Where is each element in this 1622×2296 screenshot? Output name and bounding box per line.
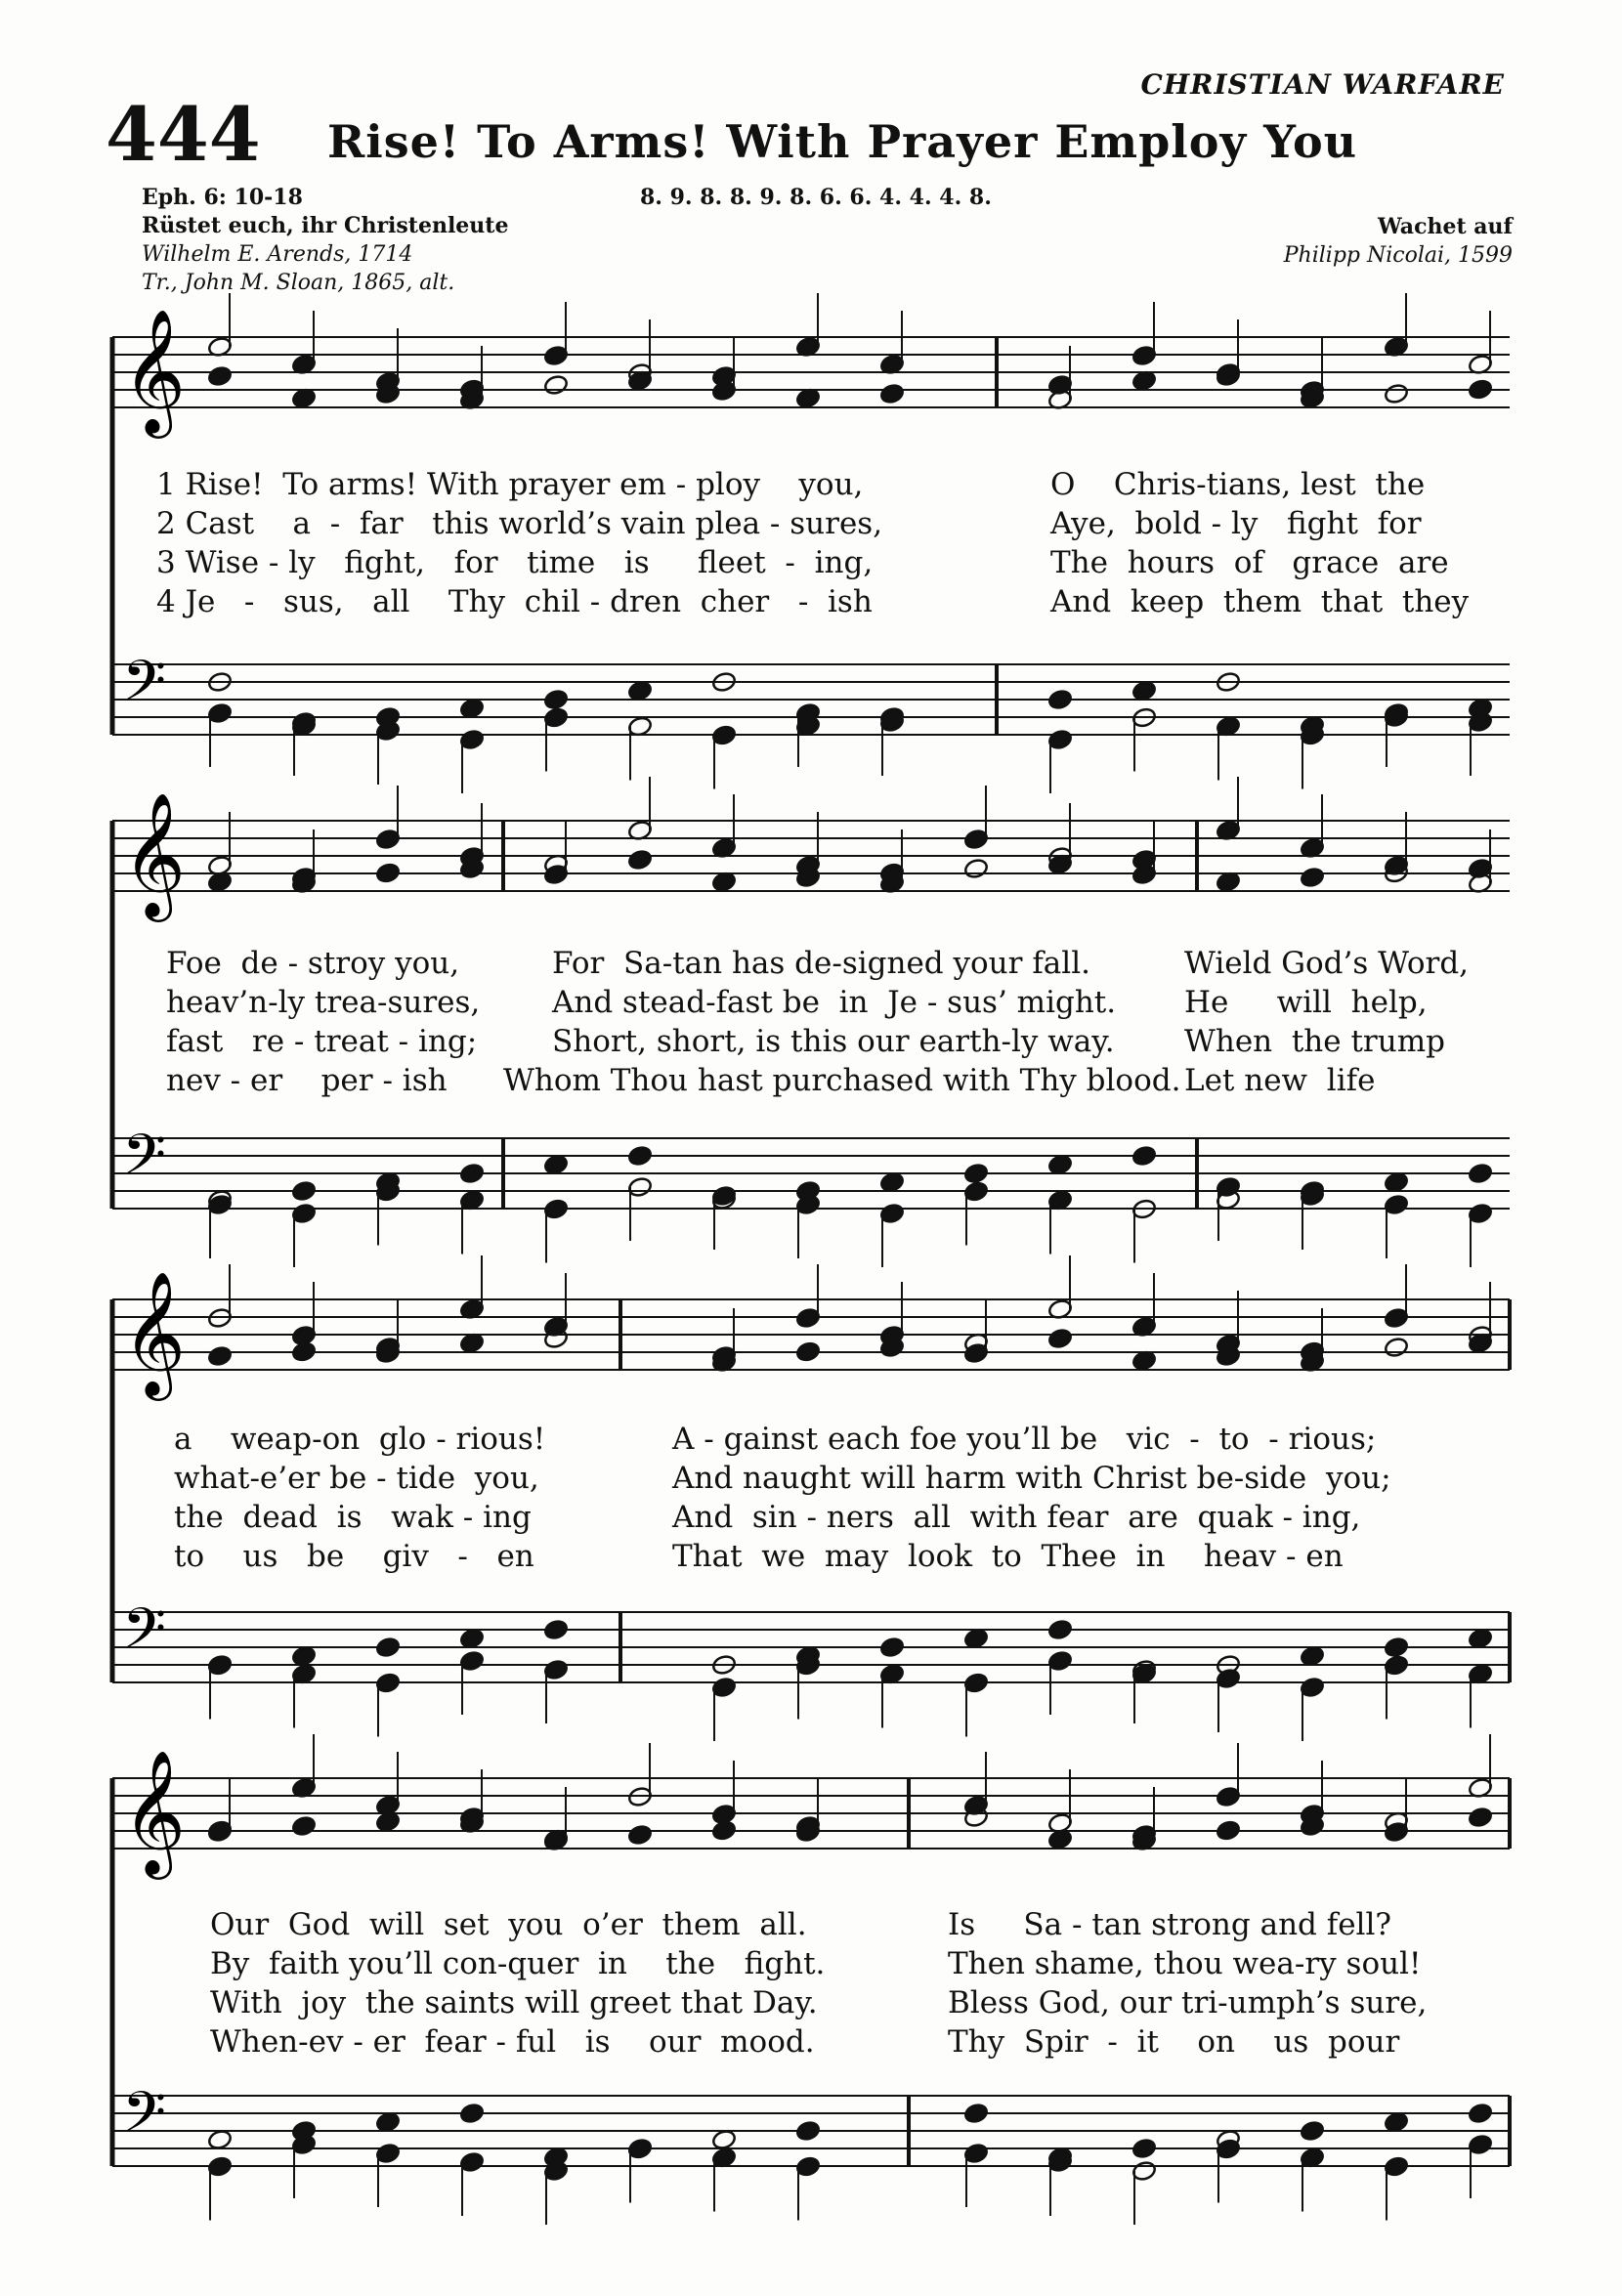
note-head: [1384, 1171, 1409, 1194]
note-head: [459, 698, 485, 720]
note-head: [711, 2129, 737, 2151]
lyric-line: Wield God’s Word,: [1184, 946, 1470, 981]
treble-clef-icon: 𝄞: [122, 791, 187, 916]
note-head: [627, 1145, 653, 1168]
note-head: [1468, 2103, 1493, 2125]
note-head: [963, 2103, 989, 2125]
lyric-line: Thy Spir - it on us pour: [948, 2024, 1400, 2060]
lyric-line: Aye, bold - ly fight for: [1050, 506, 1422, 541]
hymn-number: 444: [106, 91, 261, 178]
scripture-reference: Eph. 6: 10-18: [142, 185, 303, 210]
note-head: [1468, 378, 1493, 401]
lyric-line: what-e’er be - tide you,: [174, 1461, 539, 1496]
note-head: [375, 1637, 401, 1659]
translator-credit: Tr., John M. Sloan, 1865, alt.: [142, 271, 455, 295]
note-head: [459, 1628, 485, 1650]
lyric-line: the dead is wak - ing: [174, 1500, 532, 1535]
note-head: [1300, 1645, 1325, 1668]
note-head: [1468, 1628, 1493, 1650]
lyric-line: O Chris-tians, lest the: [1050, 467, 1426, 502]
note-head: [879, 1171, 905, 1194]
note-head: [207, 365, 233, 388]
note-head: [1131, 1145, 1157, 1168]
lyric-line: 4 Je - sus, all Thy chil - dren cher - ish: [156, 584, 873, 619]
composer-credit: Philipp Nicolai, 1599: [1283, 243, 1513, 268]
lyric-line: Foe de - stroy you,: [166, 946, 460, 981]
lyric-line: A - gainst each foe you’ll be vic - to - rious;: [672, 1422, 1377, 1457]
note-head: [1047, 689, 1073, 711]
note-head: [1047, 1328, 1073, 1350]
lyric-line: to us be giv - en: [174, 1539, 534, 1574]
treble-clef-icon: 𝄞: [122, 308, 187, 433]
note-head: [1300, 867, 1325, 889]
lyric-line: And sin - ners all with fear are quak - ing,: [672, 1500, 1361, 1535]
lyric-line: The hours of grace are: [1050, 545, 1449, 580]
note-head: [627, 849, 653, 872]
lyric-line: And keep them that they: [1050, 584, 1470, 619]
lyric-line: heav’n-ly trea-sures,: [166, 985, 481, 1020]
note-head: [543, 374, 569, 397]
author-credit: Wilhelm E. Arends, 1714: [142, 242, 413, 267]
note-head: [375, 2111, 401, 2134]
note-head: [879, 1637, 905, 1659]
note-head: [1468, 1807, 1493, 1829]
bass-clef-icon: 𝄢: [122, 1122, 167, 1202]
note-head: [1047, 1619, 1073, 1641]
lyric-line: Whom Thou hast purchased with Thy blood.: [503, 1063, 1181, 1098]
note-head: [795, 1340, 821, 1363]
lyric-line: Bless God, our tri-umph’s sure,: [948, 1985, 1428, 2020]
lyric-line: Our God will set you o’er them all.: [210, 1907, 807, 1942]
lyric-line: He will help,: [1184, 985, 1428, 1020]
note-head: [1384, 383, 1409, 405]
note-head: [375, 862, 401, 884]
note-head: [879, 383, 905, 405]
note-head: [627, 1824, 653, 1847]
lyric-line: Short, short, is this our earth-ly way.: [552, 1024, 1115, 1059]
treble-clef-icon: 𝄞: [122, 1270, 187, 1395]
note-head: [291, 1645, 317, 1668]
note-head: [291, 1815, 317, 1838]
lyric-line: Then shame, thou wea-ry soul!: [948, 1946, 1422, 1981]
note-head: [1384, 1637, 1409, 1659]
lyric-line: That we may look to Thee in heav - en: [672, 1539, 1344, 1574]
note-head: [543, 1154, 569, 1176]
lyric-line: When-ev - er fear - ful is our mood.: [210, 2024, 815, 2060]
lyric-line: a weap-on glo - rious!: [174, 1422, 546, 1457]
meter: 8. 9. 8. 8. 9. 8. 6. 6. 4. 4. 4. 8.: [640, 185, 992, 210]
lyric-line: By faith you’ll con-quer in the fight.: [210, 1946, 826, 1981]
hymn-title: Rise! To Arms! With Prayer Employ You: [327, 115, 1358, 168]
note-head: [627, 680, 653, 702]
lyric-line: 3 Wise - ly fight, for time is fleet - ing,: [156, 545, 874, 580]
lyric-line: Is Sa - tan strong and fell?: [948, 1907, 1392, 1942]
note-head: [207, 2129, 233, 2151]
lyric-line: When the trump: [1184, 1024, 1445, 1059]
note-head: [459, 1163, 485, 1185]
note-head: [1384, 1337, 1409, 1359]
note-head: [1300, 2120, 1325, 2143]
lyric-line: 1 Rise! To arms! With prayer em - ploy you,: [156, 467, 864, 502]
lyric-line: For Sa-tan has de-signed your fall.: [552, 946, 1090, 981]
note-head: [1131, 2138, 1157, 2160]
lyric-line: fast re - treat - ing;: [166, 1024, 478, 1059]
section-header: CHRISTIAN WARFARE: [1140, 68, 1505, 101]
note-head: [711, 1819, 737, 1842]
note-head: [963, 858, 989, 880]
note-head: [291, 1340, 317, 1363]
note-head: [1384, 2111, 1409, 2134]
note-head: [1131, 680, 1157, 702]
lyric-line: And stead-fast be in Je - sus’ might.: [552, 985, 1117, 1020]
lyric-line: With joy the saints will greet that Day.: [210, 1985, 818, 2020]
note-head: [1468, 1163, 1493, 1185]
lyric-line: And naught will harm with Christ be-side you;: [672, 1461, 1391, 1496]
note-head: [291, 1180, 317, 1203]
bass-clef-icon: 𝄢: [122, 1595, 167, 1676]
note-head: [543, 1619, 569, 1641]
german-title: Rüstet euch, ihr Christenleute: [142, 213, 509, 238]
treble-clef-icon: 𝄞: [122, 1749, 187, 1874]
note-head: [207, 1345, 233, 1368]
tune-name: Wachet auf: [1378, 214, 1513, 239]
bass-clef-icon: 𝄢: [122, 648, 167, 728]
bass-clef-icon: 𝄢: [122, 2079, 167, 2159]
note-head: [963, 1628, 989, 1650]
note-head: [795, 2120, 821, 2143]
note-head: [1216, 1819, 1241, 1842]
note-head: [1047, 1154, 1073, 1176]
note-head: [543, 689, 569, 711]
lyric-line: nev - er per - ish: [166, 1063, 448, 1098]
note-head: [963, 1163, 989, 1185]
lyric-line: Let new life: [1184, 1063, 1376, 1098]
note-head: [459, 2103, 485, 2125]
lyric-line: 2 Cast a - far this world’s vain plea - sures,: [156, 506, 883, 541]
